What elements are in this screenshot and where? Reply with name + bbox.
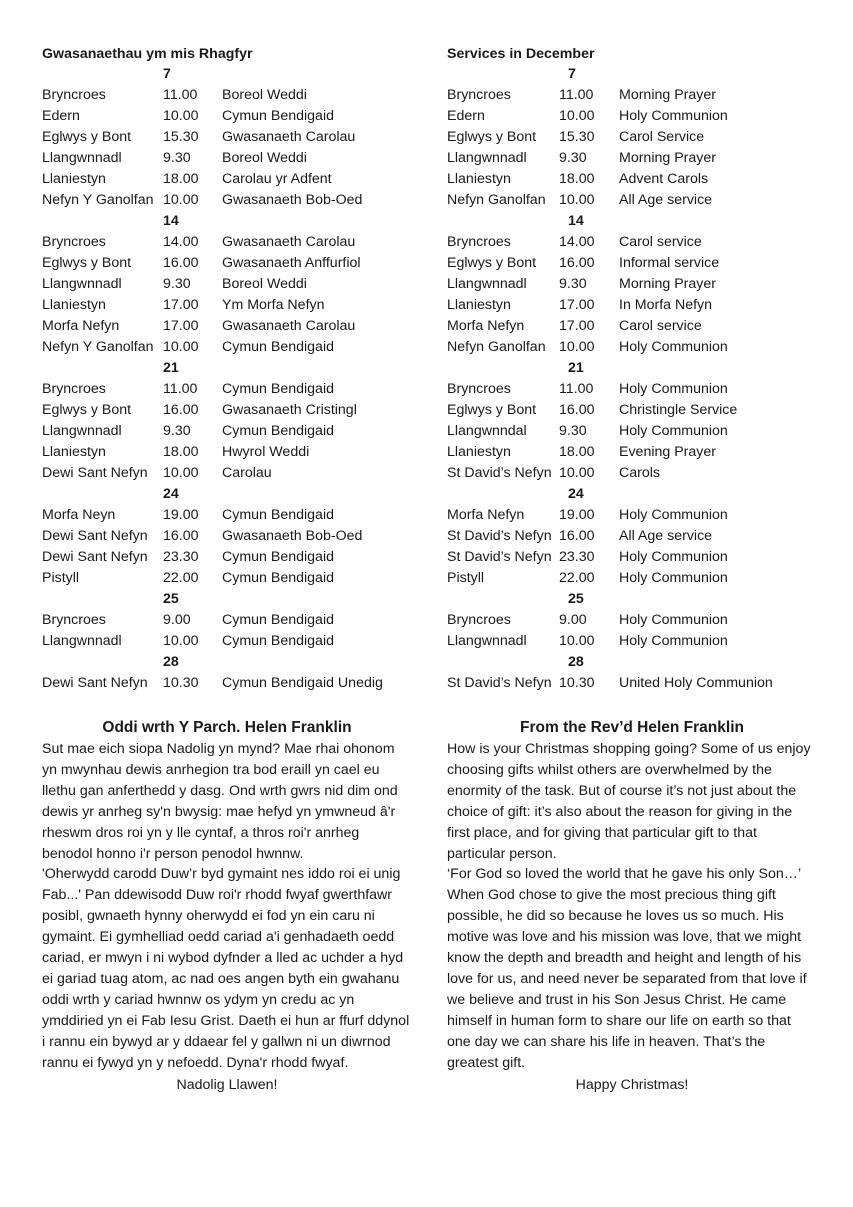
service-service: In Morfa Nefyn xyxy=(619,297,713,313)
service-location: Llangwnndal xyxy=(447,423,527,439)
service-service: Gwasanaeth Carolau xyxy=(222,234,356,250)
english-schedule-heading: Services in December xyxy=(447,46,595,62)
service-location: Eglwys y Bont xyxy=(42,255,132,271)
service-location: Dewi Sant Nefyn xyxy=(42,465,148,481)
service-service: Holy Communion xyxy=(619,339,728,355)
service-row xyxy=(447,85,817,106)
service-time: 16.00 xyxy=(163,528,199,544)
service-service: Gwasanaeth Bob-Oed xyxy=(222,528,363,544)
service-location: Bryncroes xyxy=(447,234,511,250)
service-location: Llangwnnadl xyxy=(42,423,122,439)
english-letter-closing: Happy Christmas! xyxy=(575,1076,689,1093)
service-time: 10.30 xyxy=(163,675,199,691)
day-heading: 7 xyxy=(163,66,171,82)
service-service: Carols xyxy=(619,465,660,481)
welsh-letter xyxy=(42,717,412,1096)
service-time: 23.30 xyxy=(163,549,199,565)
service-time: 22.00 xyxy=(559,570,595,586)
day-heading: 24 xyxy=(163,486,179,502)
service-row xyxy=(447,631,817,652)
service-service: Holy Communion xyxy=(619,423,728,439)
service-service: Carol service xyxy=(619,318,702,334)
service-row xyxy=(42,316,412,337)
service-time: 9.30 xyxy=(163,150,191,166)
service-time: 22.00 xyxy=(163,570,199,586)
service-service: Gwasanaeth Carolau xyxy=(222,318,356,334)
service-service: Cymun Bendigaid xyxy=(222,108,334,124)
service-location: Bryncroes xyxy=(447,381,511,397)
service-service: Boreol Weddi xyxy=(222,87,307,103)
welsh-letter-paragraph-2: 'Oherwydd carodd Duw’r byd gymaint nes iddo roi ei unig Fab...' Pan ddewisodd Duw roi'r rhodd fwyaf gwerthfawr posibl, gwnaeth hynny oherwydd ei fod yn ein caru ni gymaint. Ei gymhelliad oedd cariad a'i genhadaeth oedd cariad, er mwyn i ni wybod dyfnder a lled ac uchder a hyd ei gariad tuag atom, ac nad oes angen byth ein gwahanu oddi wrth y cariad hwnnw os ydym yn credu ac yn ymddiried yn ei Fab Iesu Grist. Daeth ei hun ar ffurf ddynol i rannu ein bywyd ar y ddaear fel y gallwn ni un diwrnod rannu ei fywyd yn y nefoedd. Dyna'r rhodd fwyaf. xyxy=(42,866,410,1071)
service-location: Eglwys y Bont xyxy=(42,129,132,145)
service-time: 10.30 xyxy=(559,675,595,691)
service-location: Nefyn Y Ganolfan xyxy=(42,192,154,208)
service-row xyxy=(447,295,817,316)
service-time: 14.00 xyxy=(559,234,595,250)
service-time: 11.00 xyxy=(163,381,198,397)
service-service: United Holy Communion xyxy=(619,675,773,691)
service-location: Llaniestyn xyxy=(42,171,106,187)
service-time: 16.00 xyxy=(163,402,199,418)
service-row xyxy=(42,253,412,274)
service-time: 17.00 xyxy=(163,297,199,313)
service-row xyxy=(42,106,412,127)
service-time: 23.30 xyxy=(559,549,595,565)
service-time: 18.00 xyxy=(559,171,595,187)
service-service: All Age service xyxy=(619,192,713,208)
service-row xyxy=(447,106,817,127)
day-heading: 7 xyxy=(568,66,576,82)
service-time: 18.00 xyxy=(163,171,199,187)
service-location: St David’s Nefyn xyxy=(447,465,552,481)
service-service: Holy Communion xyxy=(619,108,728,124)
service-service: Cymun Bendigaid xyxy=(222,381,334,397)
service-row xyxy=(42,85,412,106)
service-service: Morning Prayer xyxy=(619,87,716,103)
service-location: Eglwys y Bont xyxy=(447,129,537,145)
service-location: Dewi Sant Nefyn xyxy=(42,675,148,691)
service-row xyxy=(447,547,817,568)
service-time: 16.00 xyxy=(559,255,595,271)
service-location: Llaniestyn xyxy=(447,444,511,460)
service-service: Boreol Weddi xyxy=(222,150,307,166)
service-time: 11.00 xyxy=(163,87,198,103)
service-location: Llaniestyn xyxy=(447,297,511,313)
service-row xyxy=(447,169,817,190)
service-row xyxy=(447,316,817,337)
service-time: 10.00 xyxy=(163,108,199,124)
service-time: 17.00 xyxy=(559,297,595,313)
day-heading: 14 xyxy=(568,213,584,229)
service-location: Bryncroes xyxy=(42,612,106,628)
service-time: 10.00 xyxy=(559,339,595,355)
service-time: 10.00 xyxy=(559,465,595,481)
service-location: Bryncroes xyxy=(447,612,511,628)
service-time: 9.30 xyxy=(559,150,587,166)
service-location: Llangwnnadl xyxy=(42,276,122,292)
service-time: 10.00 xyxy=(163,465,199,481)
service-service: Gwasanaeth Carolau xyxy=(222,129,356,145)
service-service: Cymun Bendigaid xyxy=(222,339,334,355)
service-service: Advent Carols xyxy=(619,171,709,187)
english-letter-paragraph-2: ‘For God so loved the world that he gave his only Son…’ When God chose to give the most precious thing gift possible, he did so because he loves us so much. His motive was love and his mission was love, that we might know the depth and breadth and height and length of his love for us, and need never be separated from that love if we believe and trust in his Son Jesus Christ. He came himself in human form to share our life on earth so that one day we can share his life in heaven. That’s the greatest gift. xyxy=(447,866,807,1071)
service-location: Eglwys y Bont xyxy=(42,402,132,418)
service-location: St David’s Nefyn xyxy=(447,528,552,544)
english-letter xyxy=(447,717,817,1096)
service-service: Cymun Bendigaid xyxy=(222,612,334,628)
service-service: Christingle Service xyxy=(619,402,738,418)
service-row xyxy=(447,148,817,169)
service-row xyxy=(42,274,412,295)
service-row xyxy=(42,169,412,190)
service-location: Nefyn Ganolfan xyxy=(447,339,546,355)
service-service: Carolau xyxy=(222,465,272,481)
service-row xyxy=(42,442,412,463)
service-row xyxy=(42,547,412,568)
service-row xyxy=(447,337,817,358)
service-service: Cymun Bendigaid xyxy=(222,570,334,586)
service-location: Bryncroes xyxy=(447,87,511,103)
welsh-services-schedule xyxy=(42,44,412,694)
day-heading: 25 xyxy=(568,591,584,607)
service-time: 10.00 xyxy=(559,108,595,124)
service-service: Cymun Bendigaid xyxy=(222,633,334,649)
service-location: Edern xyxy=(42,108,80,124)
service-time: 10.00 xyxy=(163,339,199,355)
service-location: Llangwnnadl xyxy=(447,150,527,166)
day-heading: 25 xyxy=(163,591,179,607)
service-location: Eglwys y Bont xyxy=(447,255,537,271)
service-time: 9.30 xyxy=(559,276,587,292)
day-heading: 24 xyxy=(568,486,584,502)
service-location: Morfa Nefyn xyxy=(42,318,120,334)
service-time: 15.30 xyxy=(559,129,595,145)
service-service: Carol service xyxy=(619,234,702,250)
welsh-letter-paragraph-1: Sut mae eich siopa Nadolig yn mynd? Mae rhai ohonom yn mwynhau dewis anrhegion tra bod eraill yn cael eu llethu gan anferthedd y dasg. Ond wrth gwrs nid dim ond dewis yr anrheg sy'n bwysig: mae hefyd yn ymwneud â'r rheswm dros roi yn y lle cyntaf, a thros roi'r anrheg benodol honno i'r person penodol hwnnw. xyxy=(42,741,398,862)
service-location: Nefyn Y Ganolfan xyxy=(42,339,154,355)
service-row xyxy=(447,442,817,463)
service-row xyxy=(42,526,412,547)
service-time: 18.00 xyxy=(559,444,595,460)
day-heading: 28 xyxy=(568,654,584,670)
service-row xyxy=(447,610,817,631)
service-row xyxy=(42,568,412,589)
service-row xyxy=(447,568,817,589)
service-service: All Age service xyxy=(619,528,713,544)
service-service: Gwasanaeth Bob-Oed xyxy=(222,192,363,208)
service-location: Morfa Nefyn xyxy=(447,318,525,334)
service-service: Hwyrol Weddi xyxy=(222,444,310,460)
welsh-schedule-heading: Gwasanaethau ym mis Rhagfyr xyxy=(42,46,253,62)
day-heading: 28 xyxy=(163,654,179,670)
english-letter-paragraph-1: How is your Christmas shopping going? Some of us enjoy choosing gifts whilst others are overwhelmed by the enormity of the task. But of course it’s not just about the choice of gift: it’s also about the reason for giving in the first place, and for giving that particular gift to that particular person. xyxy=(447,741,811,862)
service-time: 9.30 xyxy=(163,276,191,292)
service-location: Llangwnnadl xyxy=(42,150,122,166)
service-row xyxy=(42,127,412,148)
service-location: Bryncroes xyxy=(42,381,106,397)
service-time: 15.30 xyxy=(163,129,199,145)
service-service: Cymun Bendigaid xyxy=(222,549,334,565)
service-service: Cymun Bendigaid Unedig xyxy=(222,675,383,691)
service-service: Cymun Bendigaid xyxy=(222,507,334,523)
service-location: Llangwnnadl xyxy=(447,633,527,649)
service-service: Boreol Weddi xyxy=(222,276,307,292)
service-service: Evening Prayer xyxy=(619,444,716,460)
service-row xyxy=(42,337,412,358)
service-service: Ym Morfa Nefyn xyxy=(222,297,325,313)
service-row xyxy=(447,400,817,421)
service-location: Llaniestyn xyxy=(42,297,106,313)
service-location: Llaniestyn xyxy=(42,444,106,460)
service-row xyxy=(42,379,412,400)
service-time: 18.00 xyxy=(163,444,199,460)
service-time: 10.00 xyxy=(163,633,199,649)
service-row xyxy=(42,295,412,316)
english-day-list xyxy=(447,64,817,694)
service-location: Dewi Sant Nefyn xyxy=(42,549,148,565)
service-service: Gwasanaeth Cristingl xyxy=(222,402,357,418)
service-location: Edern xyxy=(447,108,485,124)
service-time: 16.00 xyxy=(559,528,595,544)
service-location: Llangwnnadl xyxy=(42,633,122,649)
service-row xyxy=(447,463,817,484)
service-service: Holy Communion xyxy=(619,381,728,397)
service-location: Llaniestyn xyxy=(447,171,511,187)
service-row xyxy=(42,463,412,484)
service-time: 11.00 xyxy=(559,87,594,103)
service-row xyxy=(447,505,817,526)
service-location: Eglwys y Bont xyxy=(447,402,537,418)
service-row xyxy=(42,400,412,421)
service-service: Carol Service xyxy=(619,129,705,145)
service-time: 10.00 xyxy=(559,633,595,649)
service-time: 10.00 xyxy=(163,192,199,208)
service-service: Carolau yr Adfent xyxy=(222,171,332,187)
service-time: 9.00 xyxy=(559,612,587,628)
service-time: 9.00 xyxy=(163,612,191,628)
service-row xyxy=(42,631,412,652)
welsh-day-list xyxy=(42,64,412,694)
service-service: Holy Communion xyxy=(619,549,728,565)
service-time: 9.30 xyxy=(163,423,191,439)
service-service: Holy Communion xyxy=(619,612,728,628)
service-location: Llangwnnadl xyxy=(447,276,527,292)
service-row xyxy=(447,127,817,148)
service-location: Pistyll xyxy=(42,570,80,586)
service-row xyxy=(42,610,412,631)
day-heading: 21 xyxy=(568,360,584,376)
service-location: Nefyn Ganolfan xyxy=(447,192,546,208)
service-service: Morning Prayer xyxy=(619,276,716,292)
service-location: Morfa Neyn xyxy=(42,507,116,523)
service-service: Holy Communion xyxy=(619,633,728,649)
service-row xyxy=(447,253,817,274)
welsh-letter-title: Oddi wrth Y Parch. Helen Franklin xyxy=(102,719,352,736)
service-location: Bryncroes xyxy=(42,87,106,103)
service-location: St David’s Nefyn xyxy=(447,549,552,565)
service-time: 19.00 xyxy=(163,507,199,523)
service-time: 11.00 xyxy=(559,381,594,397)
service-service: Gwasanaeth Anffurfiol xyxy=(222,255,361,271)
service-row xyxy=(42,673,412,694)
day-heading: 14 xyxy=(163,213,179,229)
day-heading: 21 xyxy=(163,360,179,376)
welsh-letter-closing: Nadolig Llawen! xyxy=(176,1076,278,1093)
service-location: Morfa Nefyn xyxy=(447,507,525,523)
english-services-schedule xyxy=(447,44,817,694)
service-row xyxy=(447,421,817,442)
service-row xyxy=(447,274,817,295)
service-location: Bryncroes xyxy=(42,234,106,250)
service-service: Morning Prayer xyxy=(619,150,716,166)
service-time: 19.00 xyxy=(559,507,595,523)
service-time: 17.00 xyxy=(163,318,199,334)
service-row xyxy=(42,232,412,253)
service-row xyxy=(447,673,817,694)
service-row xyxy=(42,505,412,526)
service-row xyxy=(447,526,817,547)
service-location: St David’s Nefyn xyxy=(447,675,552,691)
service-time: 16.00 xyxy=(559,402,595,418)
service-row xyxy=(42,421,412,442)
service-service: Holy Communion xyxy=(619,570,728,586)
service-service: Holy Communion xyxy=(619,507,728,523)
service-time: 16.00 xyxy=(163,255,199,271)
service-row xyxy=(447,190,817,211)
english-letter-title: From the Rev’d Helen Franklin xyxy=(520,719,744,736)
service-row xyxy=(42,190,412,211)
service-row xyxy=(42,148,412,169)
service-row xyxy=(447,232,817,253)
service-time: 14.00 xyxy=(163,234,199,250)
service-location: Dewi Sant Nefyn xyxy=(42,528,148,544)
service-time: 10.00 xyxy=(559,192,595,208)
service-service: Cymun Bendigaid xyxy=(222,423,334,439)
service-time: 17.00 xyxy=(559,318,595,334)
service-time: 9.30 xyxy=(559,423,587,439)
service-location: Pistyll xyxy=(447,570,485,586)
service-service: Informal service xyxy=(619,255,720,271)
service-row xyxy=(447,379,817,400)
